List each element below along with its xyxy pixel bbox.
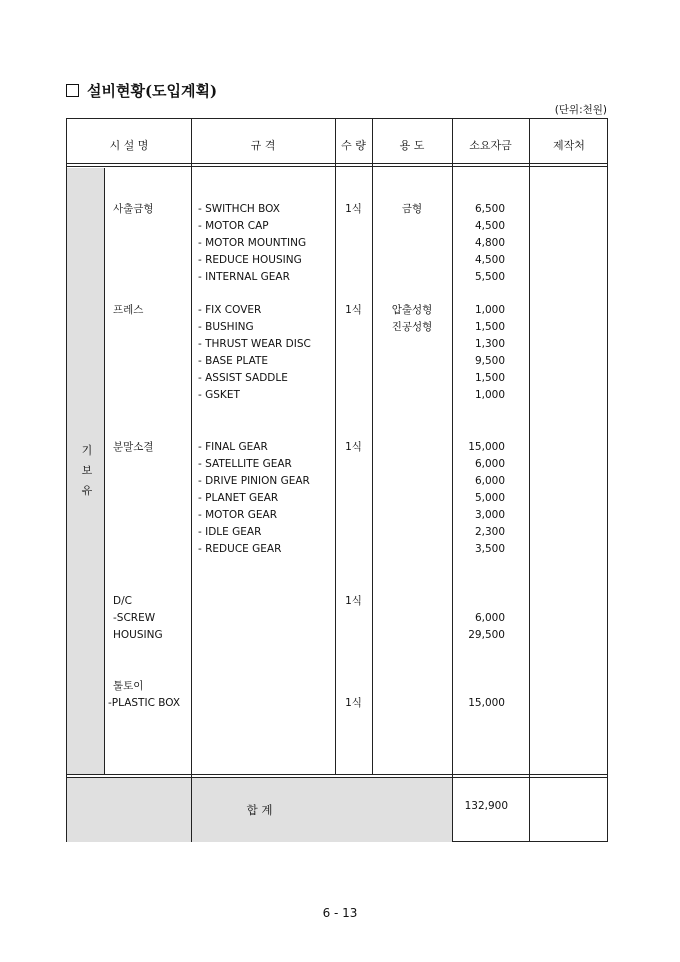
spec-item: - MOTOR GEAR [198, 509, 278, 521]
mold-line: -PLASTIC BOX [108, 697, 181, 709]
spec-item: - FIX COVER [198, 304, 262, 316]
fund-value: 29,500 [468, 629, 505, 641]
fund-list [452, 302, 505, 404]
header-spec: 규 격 [250, 139, 276, 152]
spec-item: - SATELLITE GEAR [198, 458, 292, 470]
category-char: 보 [81, 464, 93, 477]
header-name: 시 설 명 [109, 139, 149, 152]
fund-list [452, 439, 505, 558]
spec-item: - PLANET GEAR [198, 492, 279, 504]
fund-value: 2,300 [474, 526, 505, 538]
title-text: 설비현황(도입계획) [87, 82, 218, 100]
header-maker: 제작처 [553, 139, 585, 152]
fund-value: 1,500 [474, 321, 505, 333]
group-use: 금형 [401, 203, 423, 215]
fund-value: 6,000 [474, 612, 505, 624]
page-title [66, 80, 217, 101]
spec-list [198, 302, 311, 404]
group-name: 분말소결 [113, 441, 154, 453]
fund-value: 5,000 [474, 492, 505, 504]
fund-list [452, 201, 505, 286]
spec-item: - GSKET [198, 389, 240, 401]
dc-name [113, 593, 163, 644]
category-label [79, 441, 95, 501]
fund-value: 6,000 [474, 475, 505, 487]
spec-item: - REDUCE HOUSING [198, 254, 302, 266]
spec-item: - MOTOR MOUNTING [198, 237, 307, 249]
checkbox-square-icon [66, 84, 79, 97]
total-value: 132,900 [464, 800, 508, 812]
spec-list [198, 439, 310, 558]
fund-value: 3,500 [474, 543, 505, 555]
total-label: 합 계 [246, 803, 273, 817]
page-number: 6 - 13 [322, 906, 358, 920]
use-item: 압출성형 [391, 304, 433, 316]
fund-value: 1,500 [474, 372, 505, 384]
spec-item: - BUSHING [198, 321, 254, 333]
header-use: 용 도 [399, 139, 425, 152]
spec-item: - DRIVE PINION GEAR [198, 475, 310, 487]
spec-item: - SWITHCH BOX [198, 203, 280, 215]
group-name: 사출금형 [113, 203, 154, 215]
spec-item: - INTERNAL GEAR [198, 271, 290, 283]
group-qty: 1식 [345, 203, 362, 215]
equipment-table [66, 118, 608, 842]
fund-value: 5,500 [474, 271, 505, 283]
unit-note: (단위:천원) [554, 104, 607, 116]
fund-value: 9,500 [474, 355, 505, 367]
dc-line: D/C [113, 595, 132, 607]
fund-value: 1,300 [474, 338, 505, 350]
category-char: 기 [81, 444, 93, 457]
fund-value: 6,500 [474, 203, 505, 215]
dc-line: HOUSING [113, 629, 163, 641]
spec-item: - BASE PLATE [198, 355, 268, 367]
spec-item: - IDLE GEAR [198, 526, 262, 538]
header-fund: 소요자금 [469, 139, 512, 152]
spec-item: - ASSIST SADDLE [198, 372, 288, 384]
fund-value: 4,800 [474, 237, 505, 249]
group-qty: 1식 [345, 304, 362, 316]
spec-item: - MOTOR CAP [198, 220, 269, 232]
group-use [372, 302, 452, 336]
dc-line: -SCREW [113, 612, 156, 624]
spec-item: - REDUCE GEAR [198, 543, 282, 555]
fund-value: 4,500 [474, 220, 505, 232]
spec-item: - THRUST WEAR DISC [198, 338, 311, 350]
category-char: 유 [81, 484, 93, 497]
mold-name [108, 678, 180, 712]
header-qty: 수 량 [341, 139, 366, 152]
fund-value: 4,500 [474, 254, 505, 266]
mold-fund: 15,000 [468, 697, 505, 709]
fund-value: 6,000 [474, 458, 505, 470]
dc-funds [452, 610, 505, 644]
fund-value: 1,000 [474, 389, 505, 401]
group-qty: 1식 [345, 441, 362, 453]
spec-item: - FINAL GEAR [198, 441, 268, 453]
fund-value: 3,000 [474, 509, 505, 521]
mold-line: 툴토이 [113, 680, 144, 692]
dc-qty: 1식 [345, 595, 362, 607]
spec-list [198, 201, 306, 286]
use-item: 진공성형 [391, 321, 433, 333]
group-name: 프레스 [113, 304, 144, 316]
mold-qty: 1식 [345, 697, 362, 709]
fund-value: 1,000 [474, 304, 505, 316]
fund-value: 15,000 [468, 441, 505, 453]
